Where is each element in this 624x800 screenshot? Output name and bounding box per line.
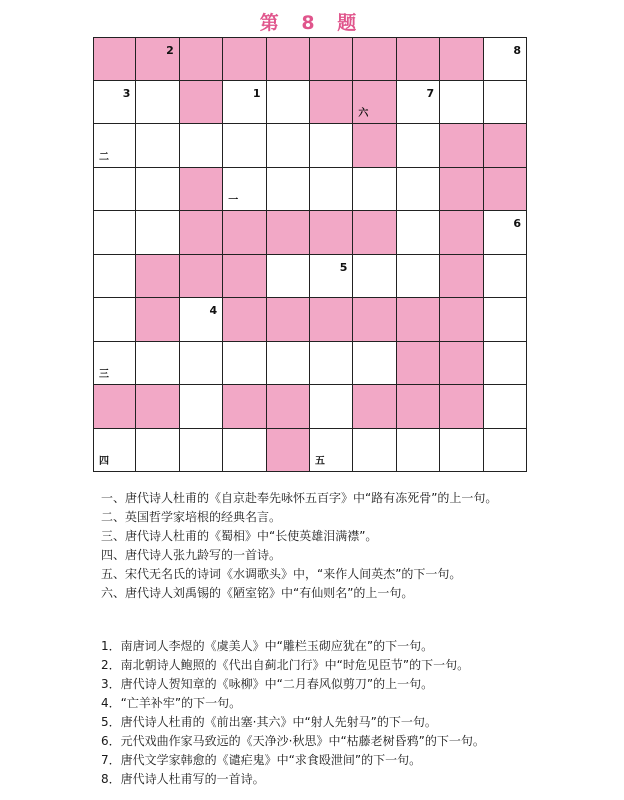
grid-cell[interactable]: [223, 124, 266, 168]
grid-cell-shaded: [353, 124, 396, 168]
down-clue: 6．元代戏曲作家马致远的《天净沙·秋思》中“枯藤老树昏鸦”的下一句。: [101, 734, 485, 748]
cell-number-label: 5: [339, 260, 348, 274]
down-clue: 7．唐代文学家韩愈的《谴疟鬼》中“求食殴泄间”的下一句。: [101, 753, 422, 767]
grid-cell-shaded: [440, 124, 483, 168]
grid-cell[interactable]: [136, 81, 179, 125]
grid-cell-shaded: [267, 211, 310, 255]
grid-cell[interactable]: [484, 429, 527, 473]
grid-cell-shaded: [397, 37, 440, 81]
grid-cell-shaded: [397, 342, 440, 386]
grid-cell-shaded: [223, 211, 266, 255]
grid-cell[interactable]: [310, 385, 353, 429]
down-clue-list: [101, 637, 485, 789]
grid-cell-shaded: [484, 124, 527, 168]
cell-number-label: 7: [426, 86, 435, 100]
grid-cell-shaded: [440, 298, 483, 342]
cell-number-label: 4: [209, 304, 218, 317]
grid-cell-shaded: [180, 255, 223, 299]
grid-cell[interactable]: [397, 168, 440, 212]
grid-cell-shaded: [223, 255, 266, 299]
down-clue: 8．唐代诗人杜甫写的一首诗。: [101, 772, 265, 786]
grid-cell-shaded: [93, 37, 136, 81]
grid-cell[interactable]: [223, 429, 266, 473]
down-clue: 1．南唐词人李煜的《虞美人》中“雕栏玉砌应犹在”的下一句。: [101, 639, 434, 653]
grid-cell[interactable]: [267, 124, 310, 168]
grid-cell[interactable]: [353, 255, 396, 299]
crossword-grid: [93, 37, 527, 472]
grid-cell[interactable]: [136, 211, 179, 255]
cell-number-label: 四: [99, 456, 109, 467]
grid-cell-shaded: [397, 385, 440, 429]
grid-cell-shaded: [310, 211, 353, 255]
grid-cell[interactable]: [310, 342, 353, 386]
grid-cell[interactable]: [223, 342, 266, 386]
grid-cell[interactable]: [93, 342, 136, 386]
grid-cell[interactable]: [267, 342, 310, 386]
grid-cell-shaded: [310, 81, 353, 125]
grid-cell-shaded: [353, 298, 396, 342]
grid-cell[interactable]: [93, 81, 136, 125]
across-clue: 四、唐代诗人张九龄写的一首诗。: [101, 548, 282, 562]
grid-cell[interactable]: [397, 211, 440, 255]
grid-cell-shaded: [353, 37, 396, 81]
grid-cell[interactable]: [397, 255, 440, 299]
grid-cell-shaded: [440, 255, 483, 299]
grid-cell-shaded: [267, 298, 310, 342]
grid-cell-shaded: [223, 298, 266, 342]
grid-cell-shaded: [267, 37, 310, 81]
down-clue: 2．南北朝诗人鲍照的《代出自蓟北门行》中“时危见臣节”的下一句。: [101, 658, 470, 672]
grid-cell[interactable]: [310, 429, 353, 473]
grid-cell-shaded: [180, 168, 223, 212]
cell-number-label: 1: [252, 86, 261, 100]
grid-cell-shaded: [223, 385, 266, 429]
grid-cell[interactable]: [484, 37, 527, 81]
cell-number-label: 一: [228, 195, 239, 206]
grid-cell-shaded: [440, 342, 483, 386]
grid-cell-shaded: [440, 385, 483, 429]
grid-cell-shaded: [136, 298, 179, 342]
grid-cell[interactable]: [180, 429, 223, 473]
across-clue: 三、唐代诗人杜甫的《蜀相》中“长使英雄泪满襟”。: [101, 529, 378, 543]
grid-cell-shaded: [310, 298, 353, 342]
cell-number-label: 3: [122, 86, 131, 100]
grid-cell-shaded: [223, 37, 266, 81]
grid-cell[interactable]: [397, 429, 440, 473]
grid-cell[interactable]: [223, 81, 266, 125]
across-clue: 二、英国哲学家培根的经典名言。: [101, 510, 282, 524]
down-clue: 5．唐代诗人杜甫的《前出塞·其六》中“射人先射马”的下一句。: [101, 715, 437, 729]
grid-cell[interactable]: [484, 385, 527, 429]
grid-cell[interactable]: [267, 81, 310, 125]
grid-cell[interactable]: [310, 168, 353, 212]
grid-cell[interactable]: [353, 342, 396, 386]
grid-cell[interactable]: [484, 298, 527, 342]
down-clue: 4．“亡羊补牢”的下一句。: [101, 696, 242, 710]
grid-cell-shaded: [136, 37, 179, 81]
grid-cell[interactable]: [484, 255, 527, 299]
cell-number-label: 三: [99, 369, 109, 380]
grid-cell[interactable]: [136, 124, 179, 168]
grid-cell-shaded: [180, 81, 223, 125]
grid-cell[interactable]: [484, 342, 527, 386]
down-clue: 3．唐代诗人贺知章的《咏柳》中“二月春风似剪刀”的上一句。: [101, 677, 434, 691]
grid-cell[interactable]: [353, 168, 396, 212]
across-clue-list: [101, 489, 497, 603]
grid-cell[interactable]: [180, 385, 223, 429]
grid-cell[interactable]: [180, 124, 223, 168]
grid-cell[interactable]: [267, 168, 310, 212]
grid-cell[interactable]: [93, 429, 136, 473]
grid-cell[interactable]: [180, 342, 223, 386]
grid-cell-shaded: [353, 385, 396, 429]
grid-cell[interactable]: [440, 81, 483, 125]
across-clue: 六、唐代诗人刘禹锡的《陋室铭》中“有仙则名”的上一句。: [101, 586, 414, 600]
cell-number-label: 6: [513, 217, 521, 230]
cell-number-label: 五: [315, 456, 325, 467]
grid-cell-shaded: [484, 168, 527, 212]
grid-cell[interactable]: [93, 124, 136, 168]
grid-cell-shaded: [267, 429, 310, 473]
grid-cell[interactable]: [484, 81, 527, 125]
grid-cell-shaded: [353, 81, 396, 125]
cell-number-label: 六: [358, 108, 369, 119]
grid-cell-shaded: [440, 37, 483, 81]
grid-cell-shaded: [136, 385, 179, 429]
grid-cell-shaded: [440, 168, 483, 212]
grid-cell[interactable]: [310, 255, 353, 299]
grid-cell-shaded: [180, 211, 223, 255]
cell-number-label: 二: [99, 151, 109, 163]
grid-cell-shaded: [180, 37, 223, 81]
grid-cell[interactable]: [136, 168, 179, 212]
grid-cell[interactable]: [267, 255, 310, 299]
puzzle-title: 第 8 题: [259, 12, 365, 34]
cell-number-label: 8: [513, 44, 521, 57]
grid-cell[interactable]: [136, 429, 179, 473]
grid-cell-shaded: [136, 255, 179, 299]
grid-cell-shaded: [310, 37, 353, 81]
grid-cell-shaded: [397, 298, 440, 342]
grid-cell[interactable]: [136, 342, 179, 386]
grid-cell-shaded: [267, 385, 310, 429]
grid-cell[interactable]: [93, 211, 136, 255]
cell-number-label: 2: [166, 44, 174, 57]
grid-cell[interactable]: [310, 124, 353, 168]
across-clue: 五、宋代无名氏的诗词《水调歌头》中，“来作人间英杰”的下一句。: [101, 567, 462, 581]
grid-cell-shaded: [93, 385, 136, 429]
grid-cell[interactable]: [93, 298, 136, 342]
grid-cell[interactable]: [180, 298, 223, 342]
grid-cell[interactable]: [484, 211, 527, 255]
grid-cell-shaded: [440, 211, 483, 255]
grid-cell[interactable]: [93, 168, 136, 212]
grid-cell[interactable]: [397, 81, 440, 125]
grid-cell[interactable]: [223, 168, 266, 212]
grid-cell[interactable]: [353, 429, 396, 473]
grid-cell[interactable]: [397, 124, 440, 168]
grid-cell-shaded: [353, 211, 396, 255]
across-clue: 一、唐代诗人杜甫的《自京赴奉先咏怀五百字》中“路有冻死骨”的上一句。: [101, 491, 498, 505]
grid-cell[interactable]: [93, 255, 136, 299]
grid-cell[interactable]: [440, 429, 483, 473]
